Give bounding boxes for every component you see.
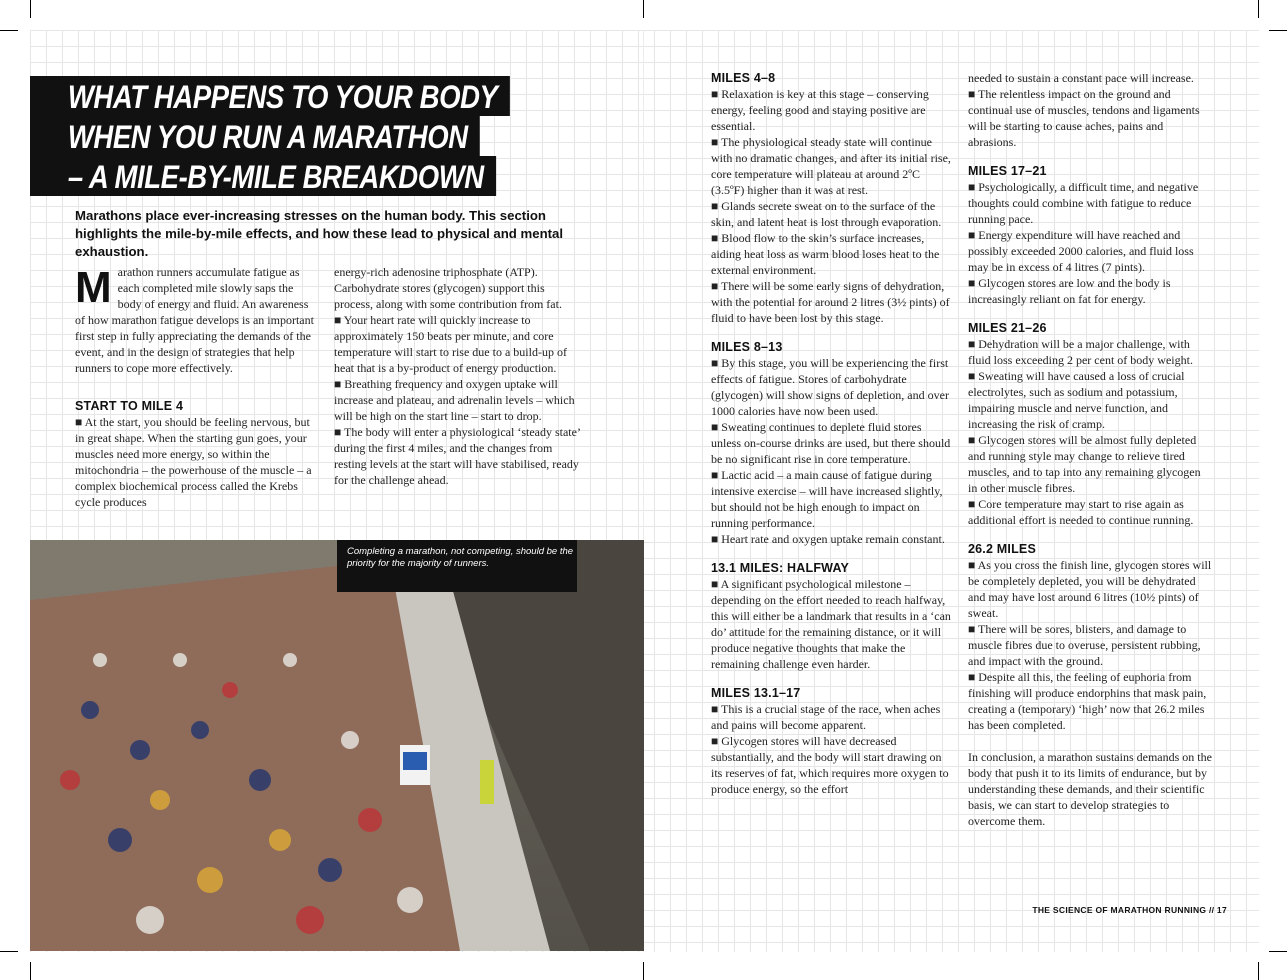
- article-title: [30, 76, 588, 196]
- paragraph: ■ Glycogen stores will have decreased substantially, and the body will start drawing on its reserves of fat, which requires more oxygen to produce energy, so the effort: [711, 734, 949, 796]
- paragraph: ■ As you cross the finish line, glycogen stores will be completely depleted, you will be dehydrated and may have lost around 6 litres (10½ pints) of sweat.: [968, 558, 1212, 620]
- paragraph: ■ Psychologically, a difficult time, and negative thoughts could combine with fatigue to reduce running pace.: [968, 180, 1199, 226]
- paragraph: ■ Heart rate and oxygen uptake remain constant.: [711, 532, 945, 546]
- section-heading-halfway: 13.1 MILES: HALFWAY: [711, 561, 850, 575]
- crop-mark: [1258, 962, 1259, 980]
- paragraph: ■ Your heart rate will quickly increase to approximately 150 beats per minute, and core temperature will start to rise due to a build-up of heat that is a by-product of energy production.: [334, 313, 567, 375]
- paragraph: ■ Breathing frequency and oxygen uptake will increase and plateau, and adrenalin levels – which will be high on the start line – start to drop.: [334, 377, 575, 423]
- paragraph: ■ Dehydration will be a major challenge, with fluid loss exceeding 2 per cent of body weight.: [968, 337, 1193, 367]
- crop-mark: [30, 0, 31, 18]
- title-line: WHEN YOU RUN A MARATHON: [30, 116, 480, 156]
- crop-mark: [1269, 951, 1287, 952]
- paragraph: ■ The physiological steady state will continue with no dramatic changes, and after its initial rise, core temperature will plateau at around 2ºC (3.5ºF) higher than it was at rest.: [711, 135, 951, 197]
- paragraph: ■ Glands secrete sweat on to the surface of the skin, and latent heat is lost through evaporation.: [711, 199, 942, 229]
- paragraph: ■ Energy expenditure will have reached and possibly exceeded 2000 calories, and fluid loss may be in excess of 4 litres (7 pints).: [968, 228, 1194, 274]
- paragraph: ■ Lactic acid – a main cause of fatigue during intensive exercise – will have increased slightly, but should not be high enough to impact on running performance.: [711, 468, 943, 530]
- crop-mark: [1258, 0, 1259, 18]
- paragraph: ■ There will be some early signs of dehydration, with the potential for around 2 litres (3½ pints) of fluid to have been lost by this stage.: [711, 279, 950, 325]
- paragraph: ■ At the start, you should be feeling nervous, but in great shape. When the starting gun goes, your muscles need more energy, so within the mitochondria – the powerhouse of the muscle – a complex biochemical process called the Krebs cycle produces: [75, 415, 312, 509]
- section-heading-miles-21-26: MILES 21–26: [968, 321, 1047, 335]
- conclusion-paragraph: In conclusion, a marathon sustains demands on the body that push it to its limits of endurance, but by understanding these demands, and their scientific basis, we can start to develop strategies to overcome them.: [968, 750, 1212, 828]
- paragraph: ■ This is a crucial stage of the race, when aches and pains will become apparent.: [711, 702, 941, 732]
- crowd-illustration: [30, 540, 644, 951]
- paragraph: ■ Glycogen stores will be almost fully depleted and running style may change to relieve tired muscles, and to tap into any remaining glycogen in other muscle fibres.: [968, 433, 1201, 495]
- paragraph: ■ Core temperature may start to rise again as additional effort is needed to continue running.: [968, 497, 1194, 527]
- section-heading-miles-17-21: MILES 17–21: [968, 164, 1047, 178]
- paragraph: ■ Glycogen stores are low and the body is increasingly reliant on fat for energy.: [968, 276, 1171, 306]
- crop-mark: [30, 962, 31, 980]
- column-2: [334, 264, 582, 488]
- crop-mark: [643, 962, 644, 980]
- standfirst: Marathons place ever-increasing stresses on the human body. This section highlights the mile-by-mile effects, and how these lead to physical and mental exhaustion.: [75, 208, 564, 259]
- intro-text: arathon runners accumulate fatigue as each completed mile slowly saps the body of energy and fluid. An awareness of how marathon fatigue develops is an important first step in fully appreciating the demands of the event, and in the design of strategies that help runners to cope more effectively.: [75, 265, 314, 375]
- dropcap: M: [75, 263, 112, 312]
- column-4: [968, 70, 1212, 829]
- title-line: WHAT HAPPENS TO YOUR BODY: [30, 76, 509, 116]
- paragraph: ■ The relentless impact on the ground and continual use of muscles, tendons and ligaments will be starting to cause aches, pains and abrasions.: [968, 87, 1200, 149]
- marathon-photo: [30, 540, 644, 951]
- page-footer: THE SCIENCE OF MARATHON RUNNING // 17: [1032, 905, 1227, 915]
- crop-mark: [1269, 30, 1287, 31]
- paragraph: needed to sustain a constant pace will increase.: [968, 71, 1194, 85]
- paragraph: ■ Despite all this, the feeling of euphoria from finishing will produce endorphins that mask pain, creating a (temporary) ‘high’ now that 26.2 miles has been completed.: [968, 670, 1207, 732]
- paragraph: ■ Sweating will have caused a loss of crucial electrolytes, such as sodium and potassium, impairing muscle and nerve function, and increasing the risk of cramp.: [968, 369, 1185, 431]
- intro-paragraph: [75, 264, 315, 376]
- paragraph: energy-rich adenosine triphosphate (ATP). Carbohydrate stores (glycogen) support this process, along with some contribution from fat.: [334, 265, 562, 311]
- paragraph: ■ Sweating continues to deplete fluid stores unless on-course drinks are used, but there should be no significant rise in core temperature.: [711, 420, 951, 466]
- paragraph: ■ Relaxation is key at this stage – conserving energy, feeling good and staying positive are essential.: [711, 87, 929, 133]
- crop-mark: [0, 951, 18, 952]
- crop-mark: [0, 30, 18, 31]
- photo-caption: Completing a marathon, not competing, should be the priority for the majority of runners.: [337, 540, 577, 592]
- section-heading-start: START TO MILE 4: [75, 399, 184, 413]
- section-heading-miles-8-13: MILES 8–13: [711, 340, 783, 354]
- section-heading-miles-13-17: MILES 13.1–17: [711, 686, 801, 700]
- paragraph: ■ Blood flow to the skin’s surface increases, aiding heat loss as warm blood loses heat to the external environment.: [711, 231, 940, 277]
- column-3: [711, 70, 951, 797]
- paragraph: ■ The body will enter a physiological ‘steady state’ during the first 4 miles, and the changes from resting levels at the start will have stabilised, ready for the challenge ahead.: [334, 425, 581, 487]
- paragraph: ■ There will be sores, blisters, and damage to muscle fibres due to overuse, persistent rubbing, and impact with the ground.: [968, 622, 1201, 668]
- title-line: – A MILE-BY-MILE BREAKDOWN: [30, 156, 496, 196]
- crop-mark: [643, 0, 644, 18]
- paragraph: ■ A significant psychological milestone – depending on the effort needed to reach halfway, this will either be a landmark that results in a ‘can do’ attitude for the remaining distance, or it will produce negative thoughts that make the remaining challenge even harder.: [711, 577, 951, 671]
- section-heading-26-2-miles: 26.2 MILES: [968, 542, 1036, 556]
- column-1: [75, 264, 315, 510]
- paragraph: ■ By this stage, you will be experiencing the first effects of fatigue. Stores of carbohydrate (glycogen) will show signs of depletion, and over 1000 calories have now been used.: [711, 356, 949, 418]
- section-heading-miles-4-8: MILES 4–8: [711, 71, 776, 85]
